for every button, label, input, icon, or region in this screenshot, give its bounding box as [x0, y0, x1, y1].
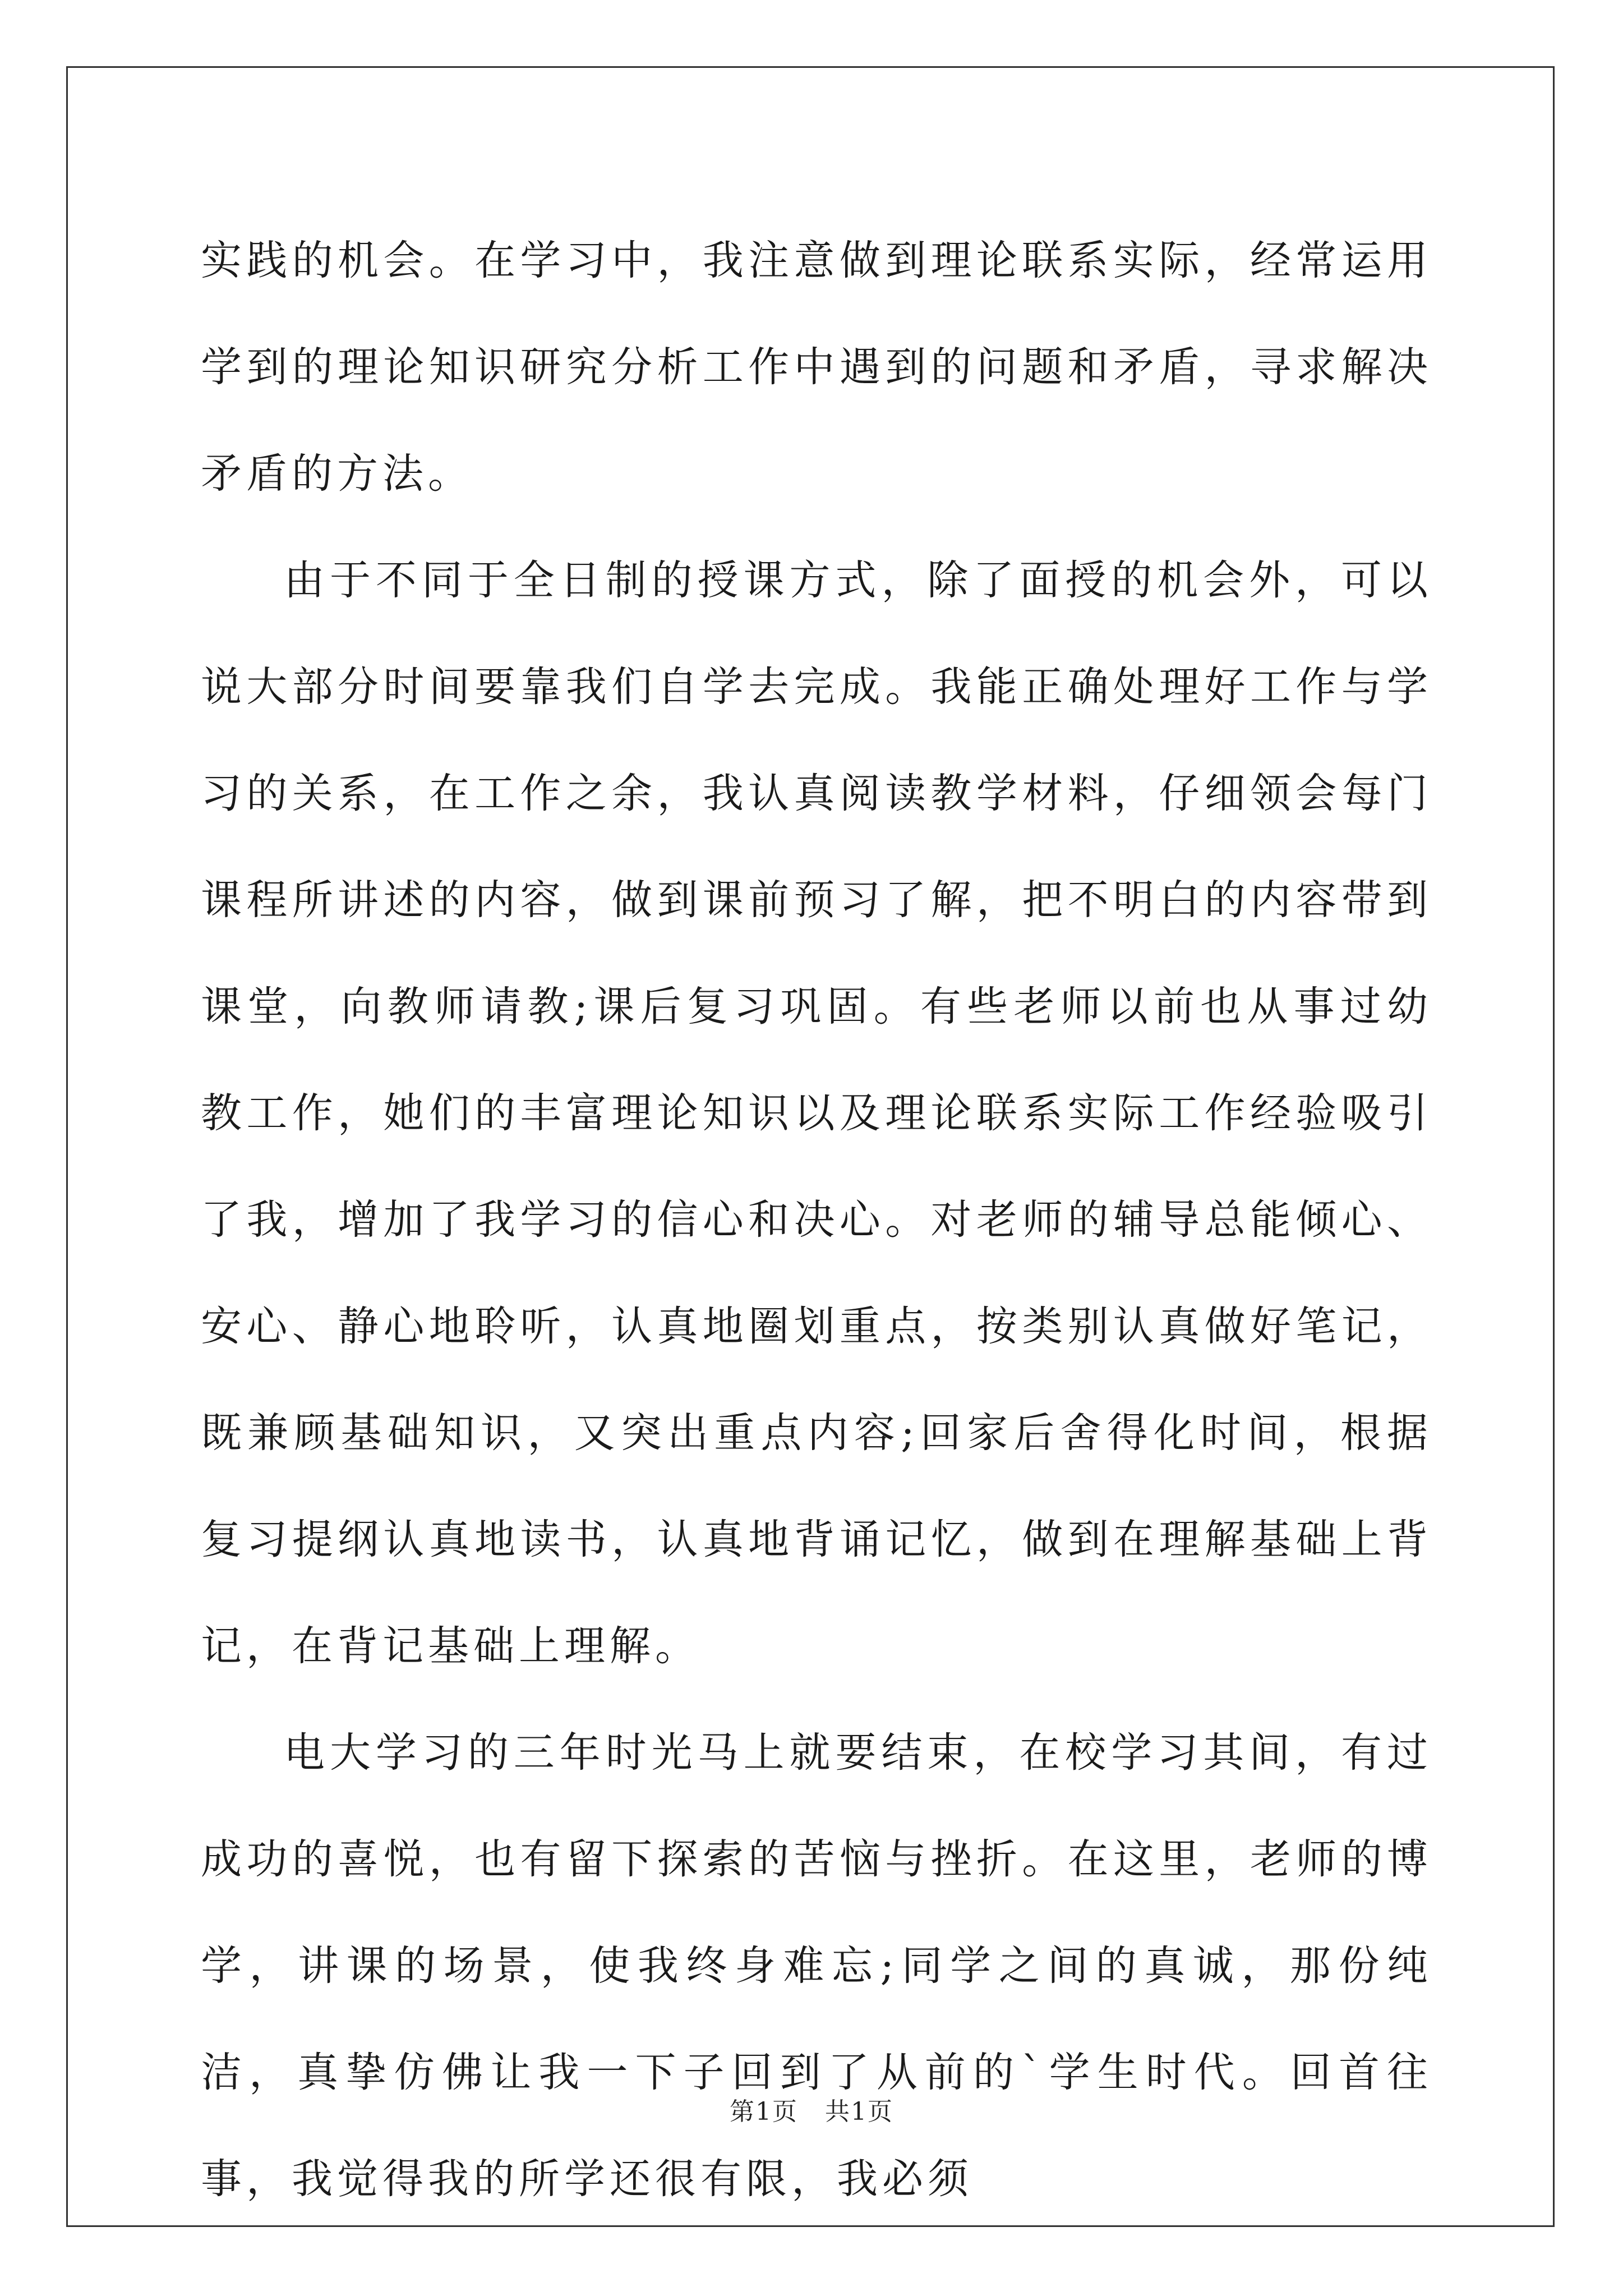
page-number: 第1页: [730, 2097, 799, 2126]
paragraph-3: 电大学习的三年时光马上就要结束，在校学习其间，有过成功的喜悦，也有留下探索的苦恼与挫折。在这里，老师的博学，讲课的场景，使我终身难忘;同学之间的真诚，那份纯洁，真挚仿佛让我一下子回到了从前的`学生时代。回首往事，我觉得我的所学还很有限，我必须: [201, 1729, 1432, 2203]
page-total: 共1页: [824, 2097, 893, 2126]
page-footer: [0, 2091, 1623, 2127]
paragraph-2: 由于不同于全日制的授课方式，除了面授的机会外，可以说大部分时间要靠我们自学去完成。我能正确处理好工作与学习的关系，在工作之余，我认真阅读教学材料，仔细领会每门课程所讲述的内容，做到课前预习了解，把不明白的内容带到课堂，向教师请教;课后复习巩固。有些老师以前也从事过幼教工作，她们的丰富理论知识以及理论联系实际工作经验吸引了我，增加了我学习的信心和决心。对老师的辅导总能倾心、安心、静心地聆听，认真地圈划重点，按类别认真做好笔记，既兼顾基础知识，又突出重点内容;回家后舍得化时间，根据复习提纲认真地读书，认真地背诵记忆，做到在理解基础上背记，在背记基础上理解。: [201, 556, 1432, 1670]
footer-gap: [798, 2097, 825, 2126]
paragraph-1: 实践的机会。在学习中，我注意做到理论联系实际，经常运用学到的理论知识研究分析工作中遇到的问题和矛盾，寻求解决矛盾的方法。: [201, 237, 1432, 498]
document-body: [201, 208, 1432, 2233]
